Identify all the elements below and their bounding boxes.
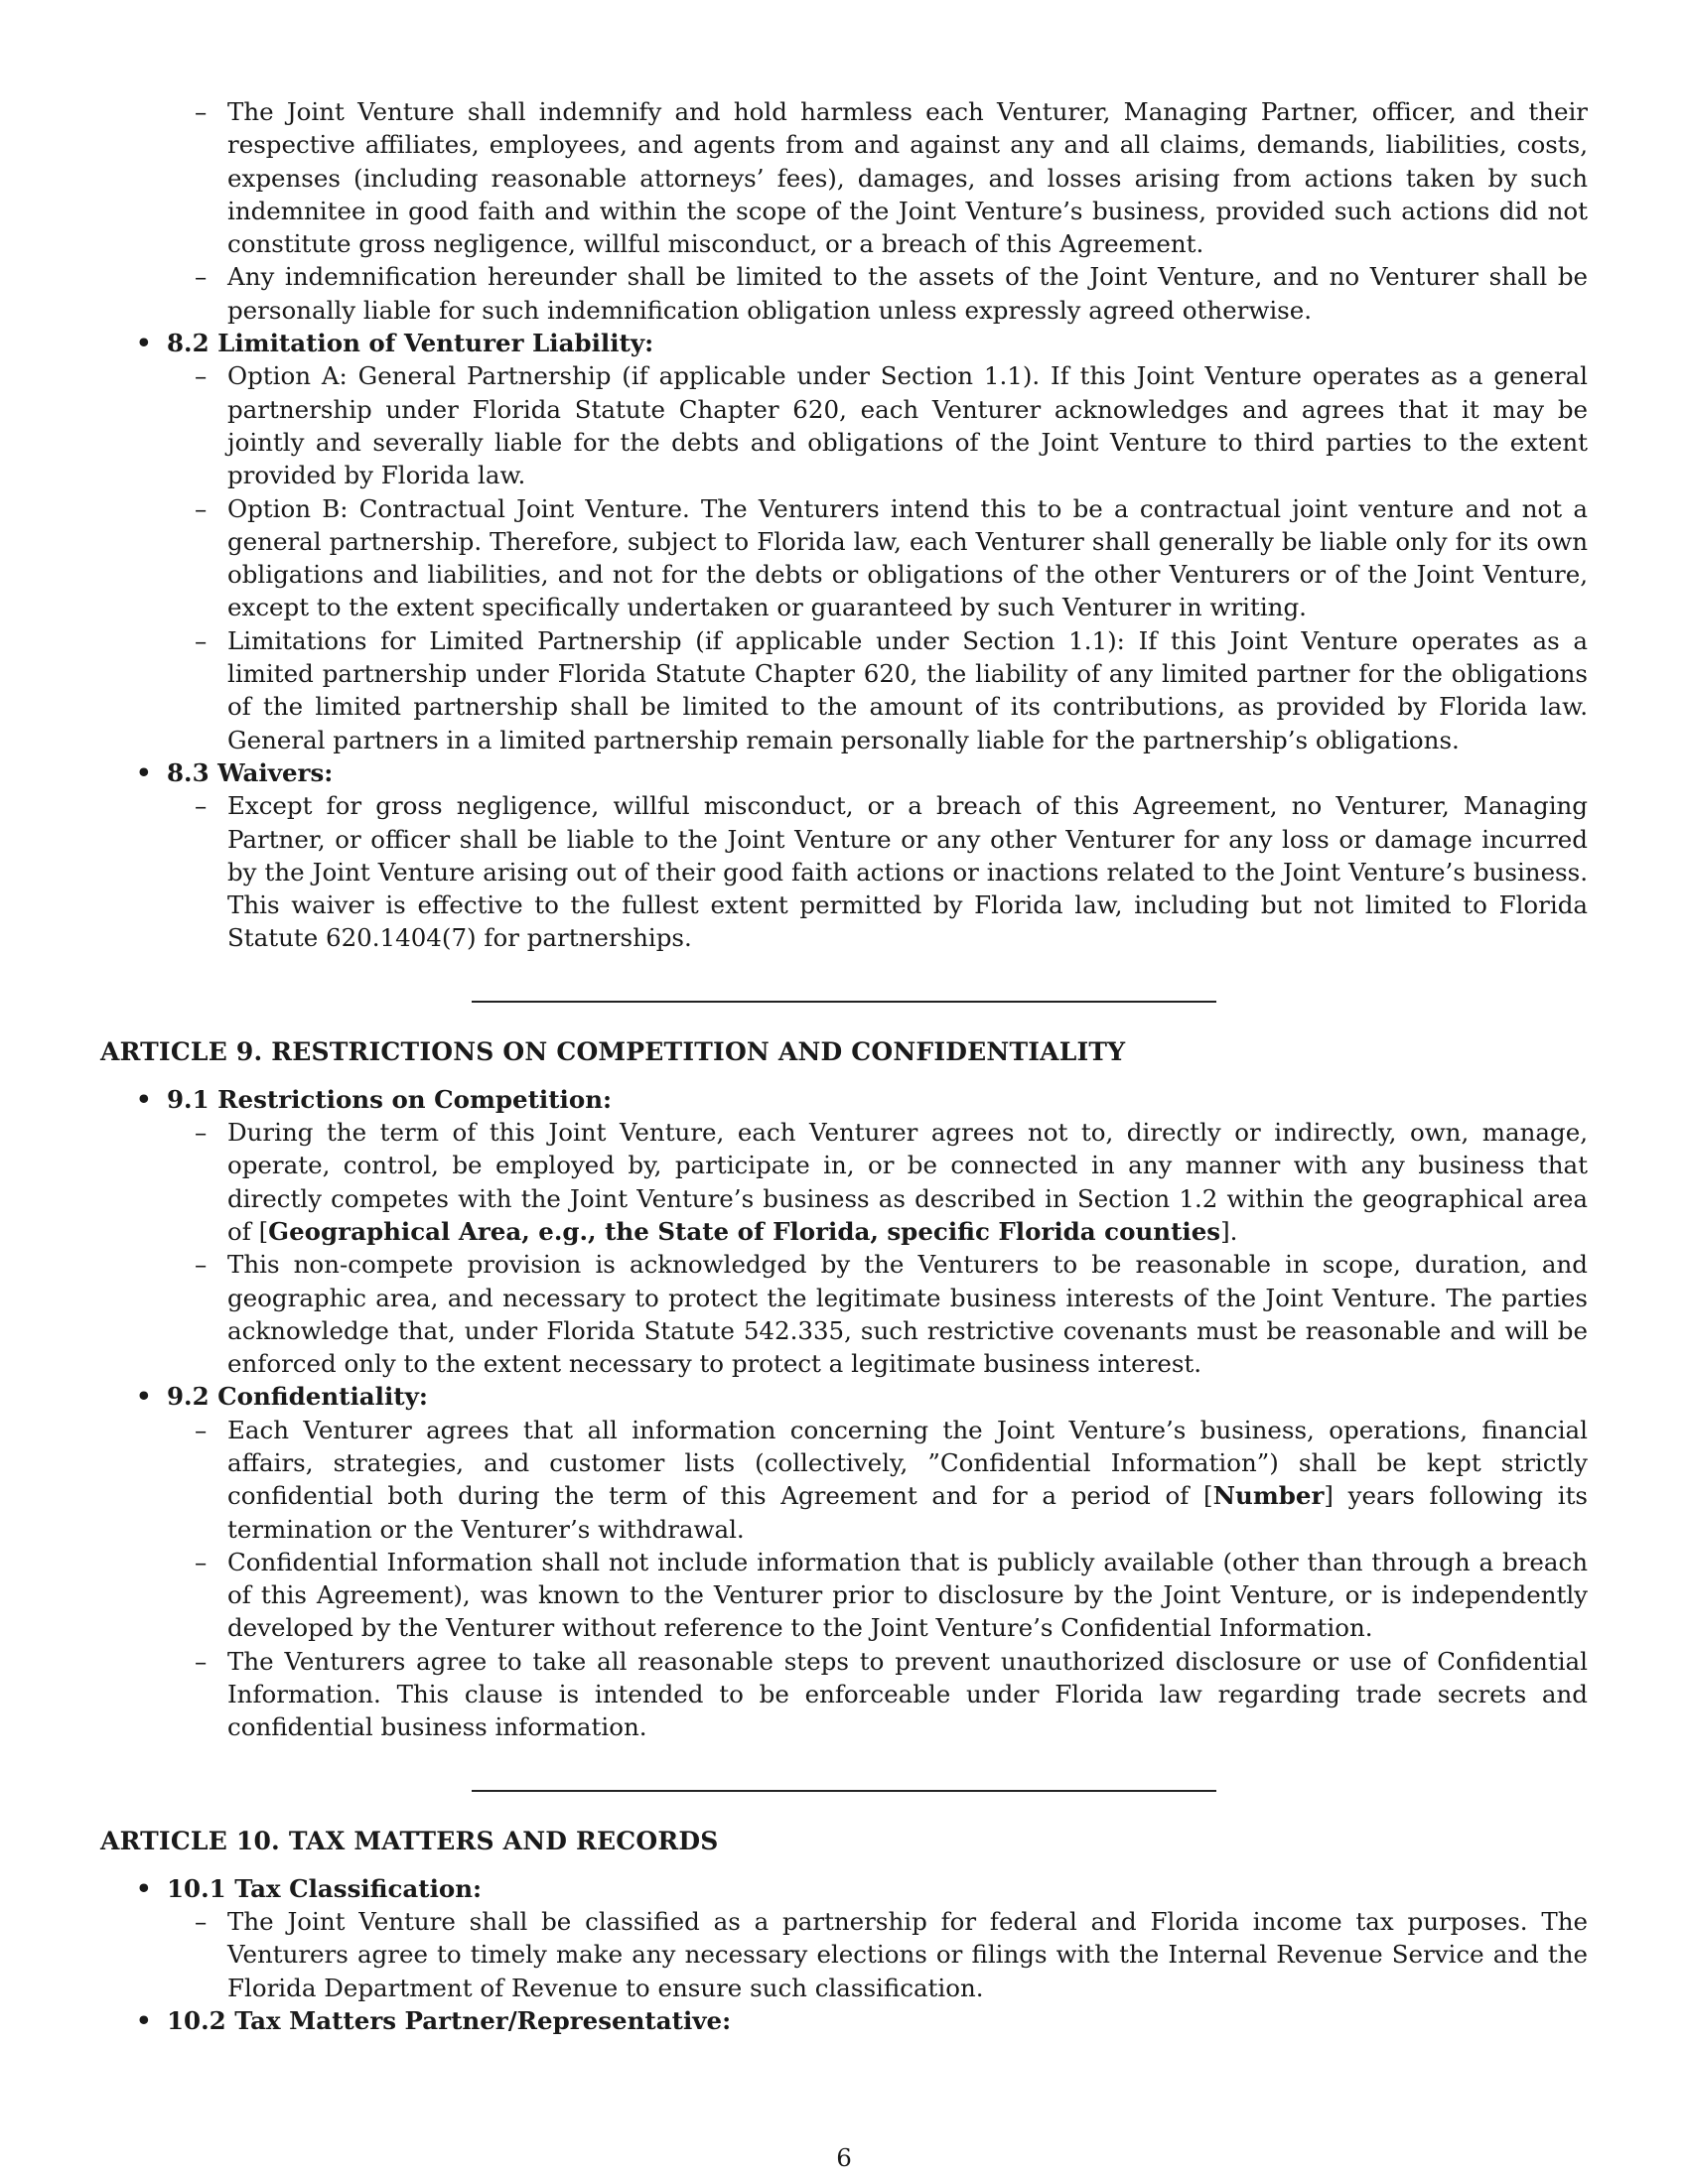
dash-marker: –	[195, 1250, 208, 1280]
section-divider	[472, 1790, 1216, 1792]
list-item	[167, 1905, 1588, 2004]
list-item	[167, 1414, 1588, 1546]
section-10-2	[100, 2004, 1588, 2037]
section-9-1-title: 9.1 Restrictions on Competition:	[167, 1084, 613, 1114]
number-placeholder: Number	[1212, 1481, 1325, 1511]
bullet-marker: •	[136, 2005, 152, 2035]
non-compete-clause	[227, 1116, 1588, 1248]
confidentiality-clause	[227, 1414, 1588, 1546]
section-8-3-items	[167, 789, 1588, 954]
bullet-marker: •	[136, 329, 152, 358]
article-9-list	[100, 1083, 1588, 1744]
dash-marker: –	[195, 493, 208, 523]
dash-marker: –	[195, 1646, 208, 1676]
indemnify-clause: The Joint Venture shall indemnify and hold harmless each Venturer, Managing Partner, officer, and their respective affiliates, employees, and agents from and against any and all claims, demands, liabilities, costs, expenses (including reasonable attorneys’ fees), damages, and losses arising from actions taken by such indemnitee in good faith and within the scope of the Joint Venture’s business, provided such actions did not constitute gross negligence, willful misconduct, or a breach of this Agreement.	[227, 97, 1588, 259]
confidentiality-steps-clause: The Venturers agree to take all reasonable steps to prevent unauthorized disclosure or use of Confidential Information. This clause is intended to be enforceable under Florida law regarding trade secrets and confidential business information.	[227, 1646, 1588, 1742]
section-10-1-title: 10.1 Tax Classification:	[167, 1873, 483, 1903]
page-number: 6	[836, 2143, 852, 2172]
article-10-heading: ARTICLE 10. TAX MATTERS AND RECORDS	[100, 1826, 719, 1855]
list-item	[167, 1248, 1588, 1380]
dash-marker: –	[195, 361, 208, 391]
list-item	[167, 624, 1588, 756]
section-divider	[472, 1001, 1216, 1003]
non-compete-text-end: ].	[1220, 1216, 1238, 1246]
dash-marker: –	[195, 625, 208, 655]
list-item	[167, 1116, 1588, 1248]
list-item	[167, 95, 1588, 260]
non-compete-text: During the term of this Joint Venture, each Venturer agrees not to, directly or indirectly, own, manage, operate, control, be employed by, participate in, or be connected in any manner with any business that directly competes with the Joint Venture’s business as described in Section 1.2 within the geographical area of [	[227, 1118, 1588, 1246]
non-compete-reasonableness-clause: This non-compete provision is acknowledged by the Venturers to be reasonable in scope, duration, and geographic area, and necessary to protect the legitimate business interests of the Joint Venture. The parties acknowledge that, under Florida Statute 542.335, such restrictive covenants must be reasonable and will be enforced only to the extent necessary to protect a legitimate business interest.	[227, 1250, 1588, 1379]
option-a-clause: Option A: General Partnership (if applicable under Section 1.1). If this Joint Venture operates as a general partnership under Florida Statute Chapter 620, each Venturer acknowledges and agrees that it may be jointly and severally liable for the debts and obligations of the Joint Venture to third parties to the extent provided by Florida law.	[227, 361, 1588, 490]
dash-marker: –	[195, 1906, 208, 1936]
section-10-1-items	[167, 1905, 1588, 2004]
section-10-1	[100, 1872, 1588, 2004]
dash-marker: –	[195, 1547, 208, 1576]
section-8-2	[100, 327, 1588, 756]
bullet-marker: •	[136, 1382, 152, 1412]
section-9-2-title: 9.2 Confidentiality:	[167, 1382, 428, 1412]
confidentiality-text: Each Venturer agrees that all information concerning the Joint Venture’s business, operations, financial affairs, strategies, and customer lists (collectively, ”Confidential Information”) shall be kept strictly confidential both during the term of this Agreement and for a period of [	[227, 1415, 1588, 1511]
section-8-3-title: 8.3 Waivers:	[167, 757, 334, 787]
dash-marker: –	[195, 97, 208, 126]
section-9-2	[100, 1380, 1588, 1743]
section-8-2-title: 8.2 Limitation of Venturer Liability:	[167, 329, 654, 358]
tax-classification-clause: The Joint Venture shall be classified as a partnership for federal and Florida income tax purposes. The Venturers agree to timely make any necessary elections or filings with the Internal Revenue Service and the Florida Department of Revenue to ensure such classification.	[227, 1906, 1588, 2002]
list-item	[167, 492, 1588, 624]
indemnification-list	[167, 95, 1588, 327]
section-10-2-title: 10.2 Tax Matters Partner/Representative:	[167, 2005, 732, 2035]
section-9-1	[100, 1083, 1588, 1381]
limited-partnership-clause: Limitations for Limited Partnership (if applicable under Section 1.1): If this Joint Venture operates as a limited partnership under Florida Statute Chapter 620, the liability of any limited partner for the obligations of the limited partnership shall be limited to the amount of its contributions, as provided by Florida law. General partners in a limited partnership remain personally liable for the partnership’s obligations.	[227, 625, 1588, 754]
list-item	[167, 1546, 1588, 1645]
dash-marker: –	[195, 791, 208, 821]
section-9-2-items	[167, 1414, 1588, 1744]
list-item	[167, 359, 1588, 491]
waiver-clause: Except for gross negligence, willful misconduct, or a breach of this Agreement, no Venturer, Managing Partner, or officer shall be liable to the Joint Venture or any other Venturer for any loss or damage incurred by the Joint Venture arising out of their good faith actions or inactions related to the Joint Venture’s business. This waiver is effective to the fullest extent permitted by Florida law, including but not limited to Florida Statute 620.1404(7) for partnerships.	[227, 791, 1588, 953]
confidentiality-text-end: ] years following its termination or the Venturer’s withdrawal.	[227, 1481, 1588, 1544]
article-9-heading: ARTICLE 9. RESTRICTIONS ON COMPETITION AND CONFIDENTIALITY	[100, 1036, 1126, 1066]
dash-marker: –	[195, 1118, 208, 1148]
option-b-clause: Option B: Contractual Joint Venture. The Venturers intend this to be a contractual joint venture and not a general partnership. Therefore, subject to Florida law, each Venturer shall generally be liable only for its own obligations and liabilities, and not for the debts or obligations of the other Venturers or of the Joint Venture, except to the extent specifically undertaken or guaranteed by such Venturer in writing.	[227, 493, 1588, 622]
section-9-1-items	[167, 1116, 1588, 1380]
section-8-2-items	[167, 359, 1588, 756]
bullet-marker: •	[136, 1084, 152, 1114]
indemnification-limit-clause: Any indemnification hereunder shall be limited to the assets of the Joint Venture, and no Venturer shall be personally liable for such indemnification obligation unless expressly agreed otherwise.	[227, 262, 1588, 325]
list-item	[167, 1645, 1588, 1744]
bullet-marker: •	[136, 757, 152, 787]
geographical-area-placeholder: Geographical Area, e.g., the State of Florida, specific Florida counties	[268, 1216, 1221, 1246]
section-8-3	[100, 756, 1588, 955]
list-item	[167, 260, 1588, 327]
article-10-list	[100, 1872, 1588, 2037]
confidentiality-exclusion-clause: Confidential Information shall not include information that is publicly available (other than through a breach of this Agreement), was known to the Venturer prior to disclosure by the Joint Venture, or is independently developed by the Venturer without reference to the Joint Venture’s Confidential Information.	[227, 1547, 1588, 1643]
dash-marker: –	[195, 1415, 208, 1444]
bullet-marker: •	[136, 1873, 152, 1903]
dash-marker: –	[195, 262, 208, 292]
section-8-list	[100, 327, 1588, 955]
document-page	[100, 95, 1588, 2037]
list-item	[167, 789, 1588, 954]
